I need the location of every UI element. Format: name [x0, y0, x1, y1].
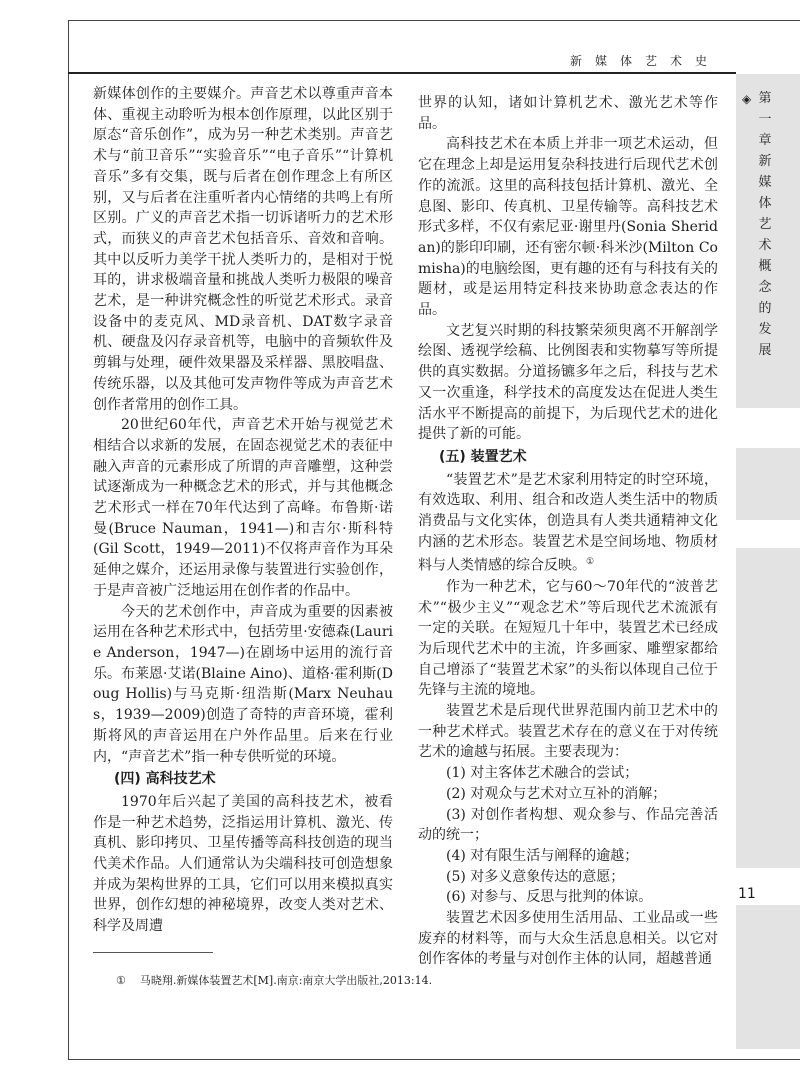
- sidebar-tab-3: [736, 548, 800, 868]
- section-heading: (四) 高科技艺术: [114, 771, 216, 788]
- right-column: [418, 93, 718, 970]
- paragraph: 高科技艺术在本质上并非一项艺术运动，但它在理念上却是运用复杂科技进行后现代艺术创作的流派。这里的高科技包括计算机、激光、全息图、影印、传真机、卫星传输等。高科技艺术形式多样，不仅有索尼亚·谢里丹(Sonia Sheridan)的影印印刷，还有密尔顿·科米沙(Milton Comisha)的电脑绘图，更有趣的还有与科技有关的题材，或是运用特定科技来协助意念表达的作品。: [418, 136, 718, 319]
- footnote-marker: ①: [116, 974, 126, 987]
- list-item: (2) 对观众与艺术对立互补的消解；: [446, 785, 667, 802]
- list-item: (5) 对多义意象传达的意愿；: [446, 868, 625, 885]
- section-heading: (五) 装置艺术: [439, 448, 527, 465]
- paragraph: 文艺复兴时期的科技繁荣须臾离不开解剖学绘图、透视学绘稿、比例图表和实物摹写等所提供的真实数据。分道扬镳多年之后，科技与艺术又一次重逢，科学技术的高度发达在促进人类生活水平不断提高的前提下，为后现代艺术的进化提供了新的可能。: [418, 322, 718, 443]
- paragraph: 世界的认知，诸如计算机艺术、激光艺术等作品。: [418, 95, 718, 132]
- page-number: 11: [738, 886, 756, 902]
- list-item: (6) 对参与、反思与批判的体谅。: [446, 889, 653, 906]
- running-head: 新媒体艺术史: [569, 54, 720, 68]
- paragraph: 新媒体创作的主要媒介。声音艺术以尊重声音本体、重视主动聆听为根本创作原理，以此区别于原态“音乐创作”，成为另一种艺术类别。声音艺术与“前卫音乐”“实验音乐”“电子音乐”“计算机音乐”多有交集，既与后者在创作理念上有所区别，又与后者在注重听者内心情绪的共鸣上有所区别。广义的声音艺术指一切诉诸听力的艺术形式，而狭义的声音艺术包括音乐、音效和音响。其中以反听力美学干扰人类听力的，是相对于悦耳的，讲求极端音量和挑战人类听力极限的噪音艺术，是一种讲究概念性的听觉艺术形式。录音设备中的麦克风、MD录音机、DAT数字录音机、硬盘及闪存录音机等，电脑中的音频软件及剪辑与处理，硬件效果器及采样器、黑胶唱盘、传统乐器，以及其他可发声物件等成为声音艺术创作者常用的创作工具。: [93, 86, 393, 413]
- list-item: (1) 对主客体艺术融合的尝试；: [446, 765, 639, 782]
- paragraph-text: “装置艺术”是艺术家利用特定的时空环境，有效选取、利用、组合和改造人类生活中的物质消费品与文化实体，创造具有人类共通精神文化内涵的艺术形态。装置艺术是空间场地、物质材料与人类情感的综合反映。: [418, 471, 718, 575]
- paragraph: 20世纪60年代，声音艺术开始与视觉艺术相结合以求新的发展，在固态视觉艺术的表征中融入声音的元素形成了所谓的声音雕塑，这种尝试逐渐成为一种概念艺术的形式，并与其他概念艺术形式一样在70年代达到了高峰。布鲁斯·诺曼(Bruce Nauman，1941—)和吉尔·斯科特(Gil Scott，1949—2011)不仅将声音作为耳朵延伸之媒介，还运用录像与装置进行实验创作，于是声音被广泛地运用在创作者的作品中。: [93, 417, 393, 599]
- list-item: (4) 对有限生活与阐释的逾越；: [446, 847, 639, 864]
- footnote-ref[interactable]: ①: [586, 557, 595, 568]
- header-rule: [68, 72, 736, 74]
- diamond-bullet-icon: ◈: [742, 92, 752, 106]
- sidebar-tab-2: [736, 448, 800, 520]
- footnote-text: 马晓翔.新媒体装置艺术[M].南京:南京大学出版社,2013:14.: [139, 974, 433, 987]
- paragraph: 装置艺术是后现代世界范围内前卫艺术中的一种艺术样式。装置艺术存在的意义在于对传统艺术的逾越与拓展。主要表现为：: [418, 703, 718, 761]
- left-border: [68, 20, 69, 1060]
- paragraph: 装置艺术因多使用生活用品、工业品或一些废弃的材料等，而与大众生活息息相关。以它对创作客体的考量与对创作主体的认同，超越普通: [418, 910, 718, 968]
- bottom-border: [68, 1059, 800, 1060]
- paragraph: 作为一种艺术，它与60～70年代的“波普艺术”“极少主义”“观念艺术”等后现代艺术流派有一定的关联。在短短几十年中，装置艺术已经成为后现代艺术中的主流，许多画家、雕塑家都给自己增添了“装置艺术家”的头衔以体现自己位于先锋与主流的境地。: [418, 578, 718, 699]
- top-border: [68, 20, 800, 21]
- chapter-label: 第一章 新媒体艺术概念的发展: [758, 91, 772, 358]
- paragraph: 1970年后兴起了美国的高科技艺术，被看作是一种艺术趋势，泛指运用计算机、激光、传真机、影印拷贝、卫星传播等高科技创造的现当代美术作品。人们通常认为尖端科技可创造想象并成为架构世界的工具，它们可以用来模拟真实世界，创作幻想的神秘境界，改变人类对艺术、科学及周遭: [93, 793, 393, 935]
- paragraph: [418, 470, 718, 577]
- list-item: (3) 对创作者构想、观众参与、作品完善活动的统一；: [418, 806, 718, 844]
- left-column: [93, 84, 393, 937]
- sidebar-tab-page: [736, 905, 800, 1049]
- footnote-rule: [93, 952, 213, 953]
- paragraph: 今天的艺术创作中，声音成为重要的因素被运用在各种艺术形式中，包括劳里·安德森(Laurie Anderson，1947—)在剧场中运用的流行音乐。布莱恩·艾诺(Blaine Aino)、道格·霍利斯(Doug Hollis)与马克斯·纽浩斯(Marx Neuhaus，1939—2009)创造了奇特的声音环境，霍利斯将风的声音运用在户外作品里。后来在行业内，“声音艺术”指一种专供听觉的环境。: [93, 603, 393, 765]
- footnote: [116, 972, 432, 988]
